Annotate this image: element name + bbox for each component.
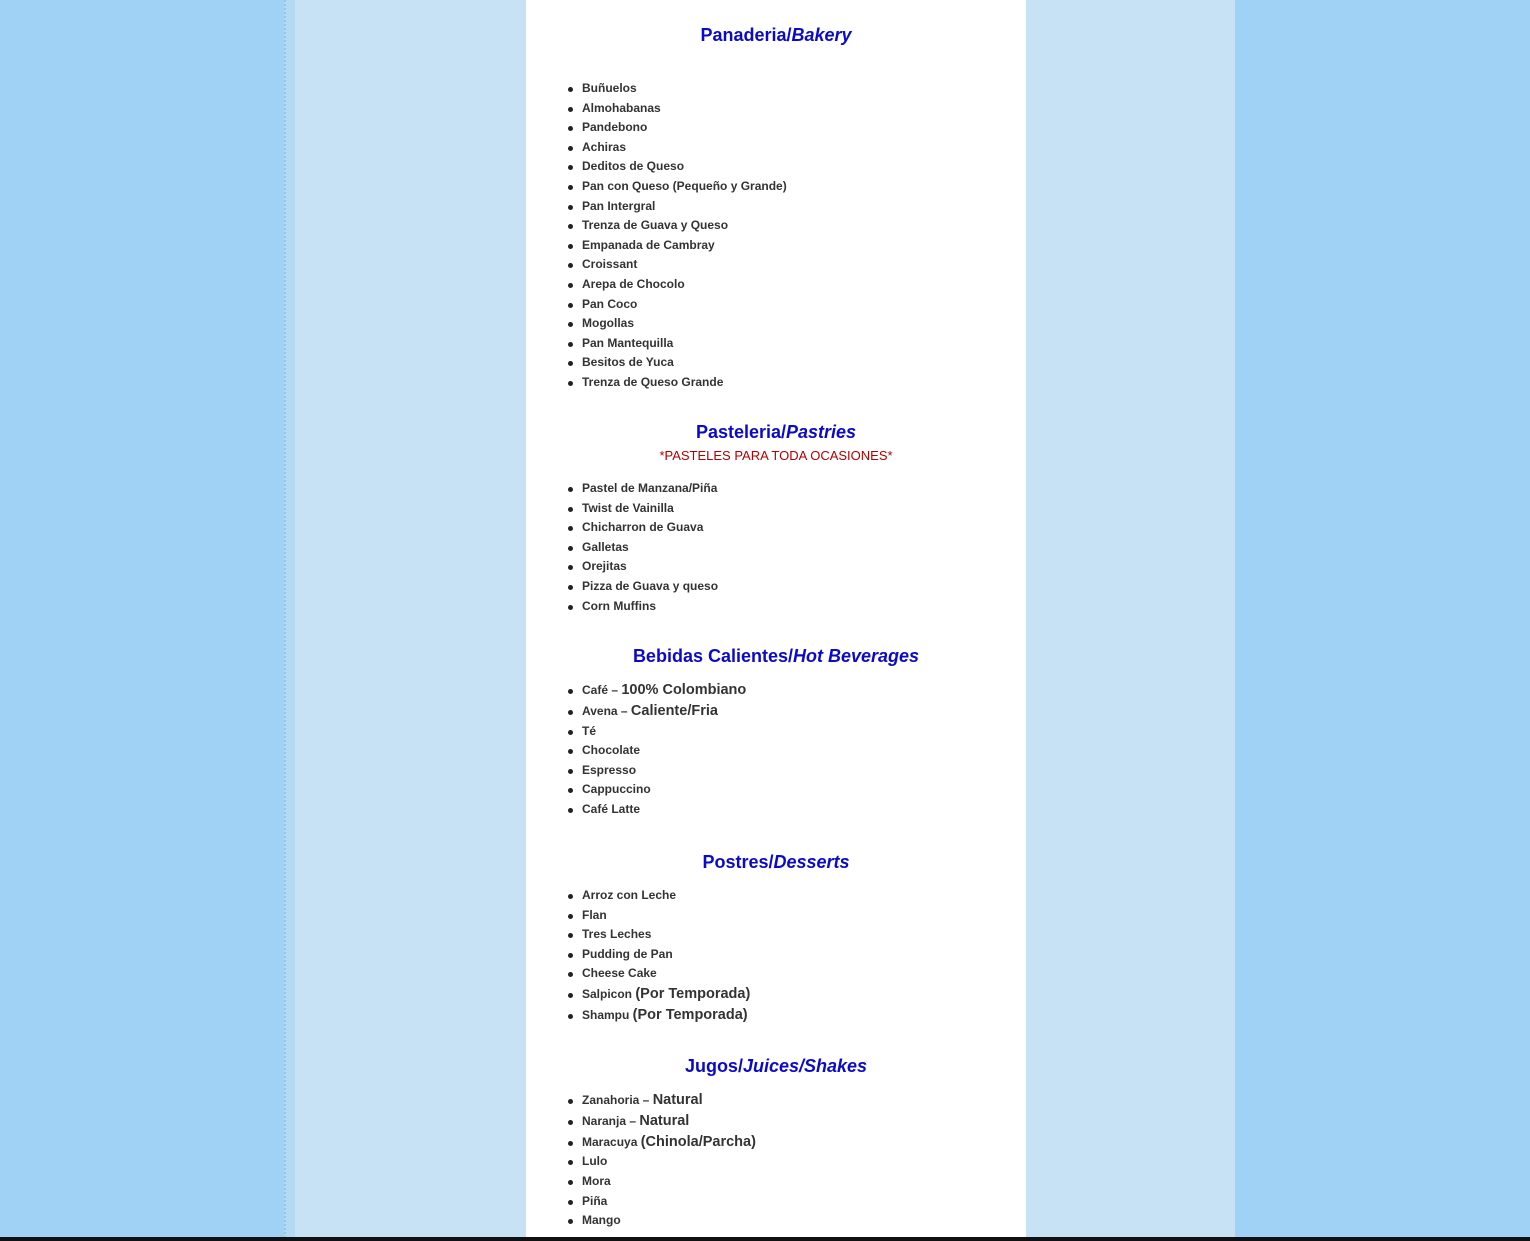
- list-item: Empanada de Cambray: [582, 236, 787, 256]
- list-item: [582, 906, 750, 926]
- bakery-list: [582, 79, 787, 393]
- list-item: Trenza de Queso Grande: [582, 373, 787, 393]
- juices-title-en: Juices/Shakes: [742, 1056, 868, 1076]
- list-item: Pan con Queso (Pequeño y Grande): [582, 177, 787, 197]
- item-name: Flan: [582, 907, 607, 922]
- item-name: Avena –: [582, 703, 631, 718]
- item-name: Cappuccino: [582, 782, 651, 797]
- list-item: Pan Mantequilla: [582, 334, 787, 354]
- item-name: Lulo: [582, 1154, 608, 1169]
- bakery-title-es: Panaderia/: [700, 25, 792, 45]
- item-note: (Chinola/Parcha): [640, 1133, 756, 1150]
- list-item: [582, 1211, 756, 1231]
- pastries-heading: [526, 422, 1026, 443]
- item-name: Naranja –: [582, 1113, 640, 1128]
- list-item: [582, 680, 746, 701]
- list-item: [582, 701, 746, 722]
- menu-content: [526, 0, 1026, 1241]
- list-item: Deditos de Queso: [582, 157, 787, 177]
- list-item: Pandebono: [582, 118, 787, 138]
- list-item: Mogollas: [582, 314, 787, 334]
- list-item: Achiras: [582, 138, 787, 158]
- list-item: Almohabanas: [582, 99, 787, 119]
- bakery-title-en: Bakery: [791, 25, 852, 45]
- item-name: Café Latte: [582, 801, 641, 816]
- list-item: Buñuelos: [582, 79, 787, 99]
- item-note: (Por Temporada): [632, 1006, 748, 1023]
- list-item: [582, 741, 746, 761]
- list-item: Pan Intergral: [582, 197, 787, 217]
- list-item: Besitos de Yuca: [582, 353, 787, 373]
- list-item: [582, 1005, 750, 1026]
- list-item: [582, 1132, 756, 1153]
- list-item: Pastel de Manzana/Piña: [582, 479, 718, 499]
- desserts-list: [582, 886, 750, 1026]
- bottom-bar: [0, 1237, 1530, 1241]
- item-name: Cheese Cake: [582, 966, 657, 981]
- item-note: Caliente/Fria: [630, 702, 718, 719]
- pastries-title-en: Pastries: [786, 422, 857, 442]
- list-item: [582, 964, 750, 984]
- item-name: Arroz con Leche: [582, 888, 677, 902]
- list-item: [582, 722, 746, 742]
- item-note: Natural: [639, 1112, 690, 1129]
- item-name: Mango: [582, 1213, 621, 1228]
- list-item: Chicharron de Guava: [582, 518, 718, 538]
- list-item: Arepa de Chocolo: [582, 275, 787, 295]
- pastries-title-es: Pasteleria/: [695, 422, 786, 442]
- list-item: Galletas: [582, 538, 718, 558]
- item-name: Pudding de Pan: [582, 946, 673, 961]
- juices-heading: [526, 1056, 1026, 1077]
- list-item: Orejitas: [582, 557, 718, 577]
- list-item: [582, 1111, 756, 1132]
- item-name: Chocolate: [582, 743, 641, 758]
- item-note: Natural: [652, 1092, 703, 1108]
- list-item: [582, 945, 750, 965]
- item-name: Té: [582, 723, 597, 738]
- desserts-heading: [526, 852, 1026, 873]
- item-name: Tres Leches: [582, 927, 652, 942]
- item-name: Shampu: [582, 1007, 633, 1022]
- juices-title-es: Jugos/: [684, 1056, 743, 1076]
- item-note: 100% Colombiano: [621, 682, 747, 698]
- item-name: Salpicon: [582, 986, 636, 1001]
- list-item: [582, 1192, 756, 1212]
- pastries-list: [582, 479, 718, 616]
- list-item: [582, 1152, 756, 1172]
- item-note: (Por Temporada): [635, 985, 751, 1002]
- item-name: Maracuya: [582, 1134, 641, 1149]
- item-name: Piña: [582, 1193, 608, 1208]
- list-item: [582, 925, 750, 945]
- list-item: Pizza de Guava y queso: [582, 577, 718, 597]
- juices-list: [582, 1090, 756, 1231]
- list-item: Pan Coco: [582, 295, 787, 315]
- list-item: [582, 761, 746, 781]
- pastries-subtitle: *PASTELES PARA TODA OCASIONES*: [659, 448, 893, 463]
- list-item: [582, 984, 750, 1005]
- item-name: Zanahoria –: [582, 1093, 653, 1107]
- desserts-title-es: Postres/: [702, 852, 774, 872]
- list-item: [582, 1090, 756, 1111]
- hot-beverages-heading: [526, 646, 1026, 667]
- item-name: Café –: [582, 683, 622, 697]
- list-item: [582, 1172, 756, 1192]
- hot-beverages-title-es: Bebidas Calientes/: [632, 646, 793, 666]
- list-item: Twist de Vainilla: [582, 499, 718, 519]
- list-item: [582, 886, 750, 906]
- hot-beverages-list: [582, 680, 746, 820]
- list-item: Croissant: [582, 255, 787, 275]
- list-item: Corn Muffins: [582, 597, 718, 617]
- list-item: [582, 800, 746, 820]
- list-item: [582, 780, 746, 800]
- item-name: Espresso: [582, 762, 637, 777]
- hot-beverages-title-en: Hot Beverages: [793, 646, 920, 666]
- item-name: Mora: [582, 1173, 611, 1188]
- desserts-title-en: Desserts: [773, 852, 850, 872]
- bakery-heading: [526, 25, 1026, 46]
- list-item: Trenza de Guava y Queso: [582, 216, 787, 236]
